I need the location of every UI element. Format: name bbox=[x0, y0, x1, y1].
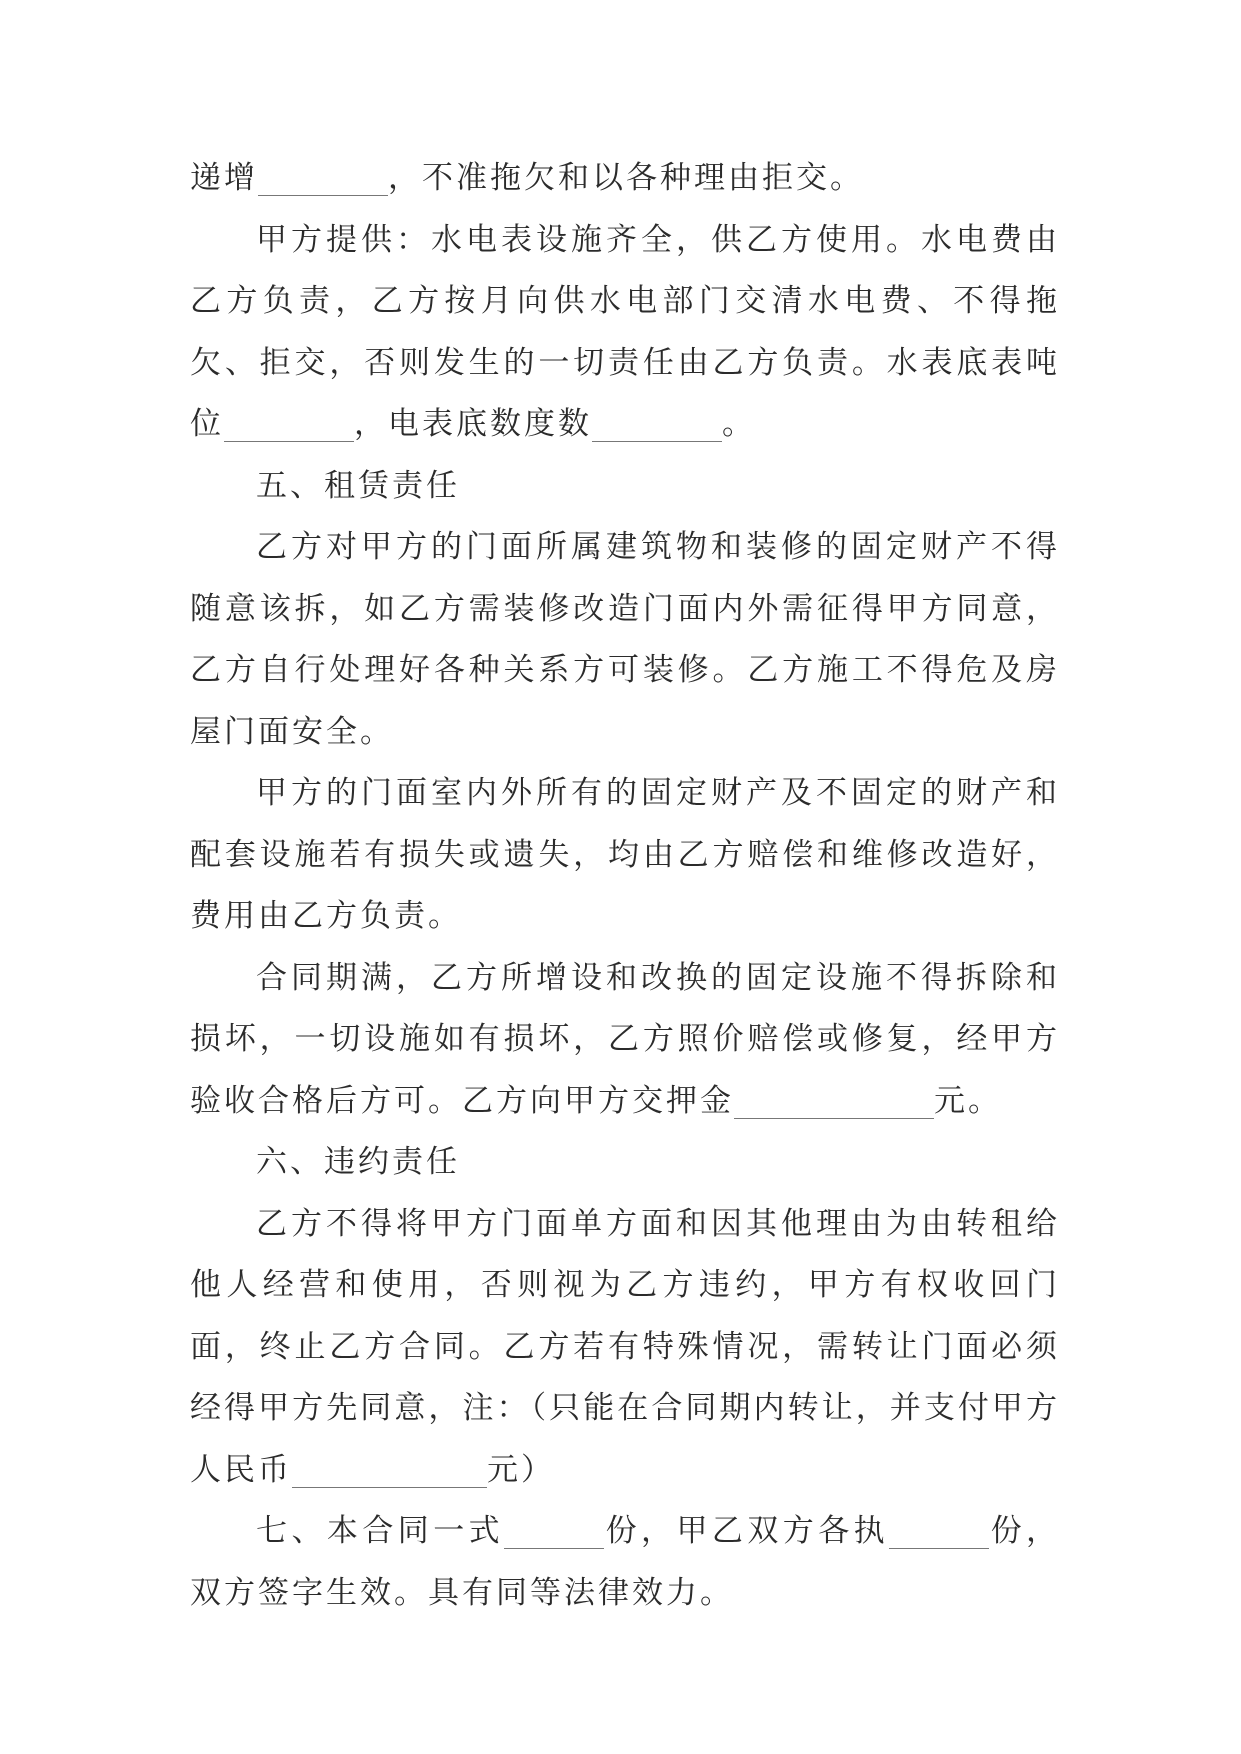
paragraph-utilities bbox=[190, 210, 1060, 456]
text-segment: 乙方不得将甲方门面单方面和因其他理由为由转租给他人经营和使用，否则视为乙方违约，甲方有权收回门面，终止乙方合同。乙方若有特殊情况，需转让门面必须经得甲方先同意，注：（只能在合同期内转让，并支付甲方人民币 bbox=[190, 1205, 1060, 1488]
text-segment: ，不准拖欠和以各种理由拒交。 bbox=[388, 160, 864, 196]
text-segment: 份，双方签字生效。具有同等法律效力。 bbox=[190, 1513, 1061, 1611]
text-segment: 递增 bbox=[190, 160, 258, 196]
text-segment: 合同期满，乙方所增设和改换的固定设施不得拆除和损坏，一切设施如有损坏，乙方照价赔偿或修复，经甲方验收合格后方可。乙方向甲方交押金 bbox=[190, 959, 1060, 1119]
blank-copies-each[interactable] bbox=[889, 1510, 989, 1549]
blank-water-meter-reading[interactable] bbox=[224, 403, 354, 442]
text-segment: 份，甲乙双方各执 bbox=[604, 1513, 890, 1549]
paragraph-property-loss: 甲方的门面室内外所有的固定财产及不固定的财产和配套设施若有损失或遗失，均由乙方赔偿和维修改造好，费用由乙方负责。 bbox=[190, 775, 1060, 934]
paragraph-renovation: 乙方对甲方的门面所属建筑物和装修的固定财产不得随意该拆，如乙方需装修改造门面内外需征得甲方同意，乙方自行处理好各种关系方可装修。乙方施工不得危及房屋门面安全。 bbox=[190, 529, 1060, 750]
paragraph-sublease bbox=[190, 1194, 1060, 1502]
heading-breach-liability: 六、违约责任 bbox=[256, 1144, 460, 1180]
document-body bbox=[190, 148, 1060, 1624]
text-segment: 七、本合同一式 bbox=[256, 1513, 505, 1549]
blank-total-copies[interactable] bbox=[504, 1510, 604, 1549]
blank-transfer-fee[interactable] bbox=[292, 1449, 487, 1488]
paragraph-rent-increase bbox=[190, 148, 1060, 210]
paragraph-copies bbox=[190, 1501, 1060, 1624]
blank-rent-increase[interactable] bbox=[258, 157, 388, 196]
heading-lease-responsibility: 五、租赁责任 bbox=[256, 467, 460, 504]
blank-deposit-amount[interactable] bbox=[734, 1080, 934, 1119]
paragraph-contract-expiry bbox=[190, 948, 1060, 1133]
text-segment: 元。 bbox=[934, 1082, 1002, 1119]
text-segment: ，电表底数度数 bbox=[354, 406, 592, 442]
text-segment: 甲方提供：水电表设施齐全，供乙方使用。水电费由乙方负责，乙方按月向供水电部门交清水电费、不得拖欠、拒交，否则发生的一切责任由乙方负责。水表底表吨位 bbox=[190, 221, 1060, 442]
text-segment: 元） bbox=[487, 1451, 555, 1488]
blank-electric-meter-reading[interactable] bbox=[592, 403, 722, 442]
text-segment: 。 bbox=[722, 406, 756, 442]
